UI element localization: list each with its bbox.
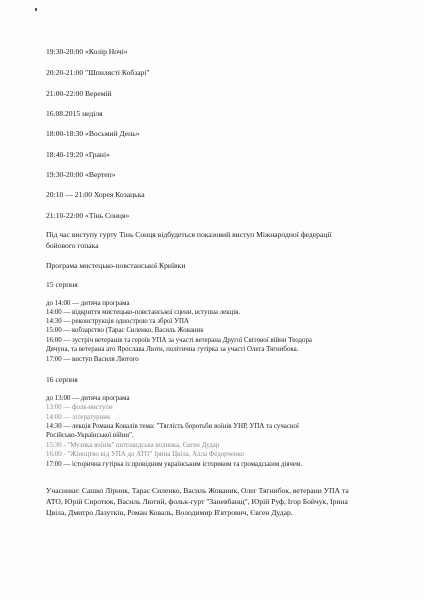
participants-line: Учасники: Сашко Лірник, Тарас Силенко, Василь Жованик, Олег Тягнибок, ветерани УПА та: [46, 486, 349, 495]
note-line: Під час виступу гурту Тінь Сонця відбудеться показовий виступ Міжнародної федерації: [46, 230, 332, 239]
program-item: 14:30 — лекція Романа Ковалів тема: "Тяглість боротьби воїнів УНР, УПА та сучасної: [46, 423, 299, 430]
program-item: Російсько-Української війни".: [46, 432, 134, 439]
program-item: 15:30 - "Музика воїнів" шотландська волинка, Євген Дудар: [46, 442, 220, 449]
schedule-line: 19:30-20:00 «Колір Ночі»: [46, 47, 128, 56]
schedule-line: 18:00-18:30 «Восьмий День»: [46, 129, 140, 138]
schedule-line: 21:10-22:00 «Тінь Сонця»: [46, 211, 130, 220]
program-item: Дячуна, та ветерана ато Ярослава Люти, політична гутірка за участі Олега Тягнибока.: [46, 346, 299, 353]
program-title: Програма мистецько-повстанської Криївки: [46, 261, 186, 270]
program-item: до 14:00 — дитяча програма: [46, 300, 130, 307]
schedule-line: 19:30-20:00 «Вертеп»: [46, 170, 116, 179]
participants-line: АТО, Юрій Сиротюк, Василь Лютий, фольк-гурт "Заневбанщ", Юрій Руф, Ігор Бойчук, Ірина: [46, 497, 348, 506]
participants-line: Цвіла, Дмитро Лазуткін, Роман Коваль, Володимир В'ятрович, Євген Дудар.: [46, 508, 293, 517]
date-heading: 16.08.2015 неділя: [46, 109, 103, 118]
scan-mark: [35, 8, 37, 11]
program-item: до 13:00 — дитяча програма: [46, 395, 130, 402]
program-item: 16:00 — зустріч ветеранів та героїв УПА за участі ветерана Другої Світової війни Теодора: [46, 337, 312, 344]
program-item: 14:00 — літературник: [46, 414, 111, 421]
program-item: 14:30 — реконструкція однострою та зброї УПА: [46, 318, 189, 325]
program-item: 16:00 - "Жіноцтво від УПА до АТО" Ірина Цвіла, Алла Федорченко: [46, 451, 245, 458]
schedule-line: 18:40-19:20 «Грані»: [46, 150, 110, 159]
program-item: 17:00 — історична гутірка із провідним українським істориком та громадським діячем.: [46, 461, 303, 468]
day-title: 15 серпня: [46, 280, 78, 289]
program-item: 15:00 — кобзарство (Тарас Силенко, Василь Жованик: [46, 327, 204, 334]
schedule-line: 20:10 — 21:00 Хорея Козацька: [46, 190, 145, 199]
day-title: 16 серпня: [46, 375, 78, 384]
program-item: 17:00 — виступ Василя Лютого: [46, 356, 139, 363]
program-item: 13:00 — фолк-виступи: [46, 404, 113, 411]
program-item: 14:00 — відкриття мистецько-повстанської сцени, вступна лекція.: [46, 309, 241, 316]
schedule-line: 20:20-21:00 "Шпилясті Кобзарі": [46, 68, 150, 77]
note-line: бойового гопака: [46, 241, 99, 250]
schedule-line: 21:00-22:00 Веремій: [46, 89, 112, 98]
